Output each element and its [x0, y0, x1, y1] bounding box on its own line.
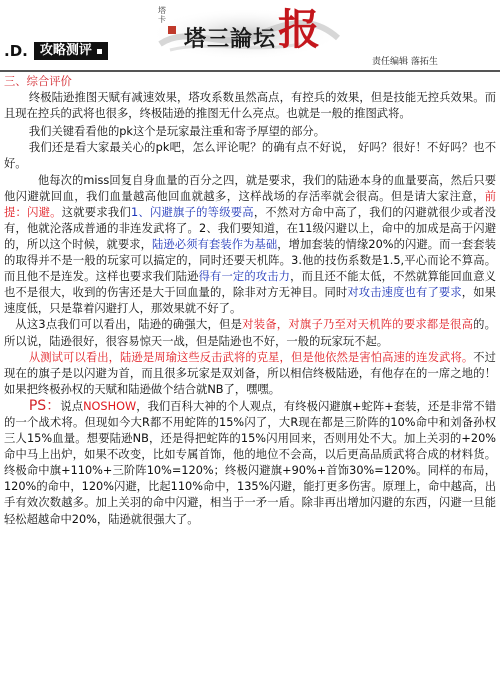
paragraph-pk-analysis	[4, 173, 496, 318]
paragraph-three-points	[4, 317, 496, 349]
logo-main-text: 塔三論坛	[184, 26, 277, 52]
highlight-set-requirement: 陆逊必须有套装作为基础	[152, 237, 278, 251]
logo-big-char: 报	[278, 5, 321, 54]
forum-logo	[150, 4, 340, 60]
highlight-premise: 前提：闪避。	[4, 189, 496, 219]
paragraph-ps	[4, 398, 496, 528]
seal-stamp-icon	[168, 26, 176, 34]
logo-small-text: 塔卡	[158, 6, 166, 24]
square-bullet-icon	[97, 49, 102, 54]
text-run: ，而且还不能太低，不然就算能回血意义也不是很大，收到的伤害还是大于回血量的，除非对方无神目。同时	[4, 270, 496, 300]
text-run: ，增加套装的情缘20%的闪避。而一套套装的取得并不是一般的玩家可以搞定的，同时还要天机阵。3.他的技伤系数是1.5,平心而论不算高。而且他不是连发。这样也要求我们陆逊	[4, 237, 496, 284]
ps-label: PS：	[28, 397, 61, 414]
page-header	[0, 0, 500, 76]
paragraph-test-conclusion	[4, 350, 496, 398]
paragraph-push-evaluation: 终极陆逊推图天赋有减速效果，塔攻系数虽然高点，有控兵的效果，但是技能无控兵效果。而且现在控兵的武将也很多，终极陆逊的推图无什么亮点。也就是一般的推图武将。	[4, 91, 496, 121]
highlight-noshow: NOSHOW	[83, 399, 137, 413]
section-title-box	[34, 42, 108, 60]
highlight-flag-level: 1、闪避旗子的等级要高	[130, 205, 254, 219]
paragraph-pk-question: 我们还是看大家最关心的pk吧，怎么评论呢？的确有点不好说， 好吗？很好！不好吗？也不好。	[4, 141, 496, 171]
paragraph-pk-intro: 我们关键看看他的pk这个是玩家最注重和寄予厚望的部分。	[28, 125, 325, 139]
highlight-counter-conclusion: 从测试可以看出，陆逊是周瑜这些反击武将的克星，但是他依然是害怕高速的连发武将。	[28, 350, 474, 364]
text-run: 说点	[60, 399, 84, 413]
text-run: ，如果速度低，只是靠着闪避打人，那效果就不好了。	[4, 286, 496, 316]
article-body	[4, 74, 496, 528]
editor-credit: 责任编辑 落拓生	[372, 57, 438, 67]
highlight-equipment-requirement: 对装备，对旗子乃至对天机阵的要求都是很高	[242, 318, 474, 332]
highlight-speed-requirement: 对攻击速度也有了要求	[347, 286, 462, 300]
text-run: 不过现在的旗子是以闪避为首，而且很多玩家是双刘备，所以相信终极陆逊，有他存在的一席之地的！如果把终极孙权的天赋和陆逊做个结合就NB了，嘿嘿。	[4, 350, 496, 396]
article-heading: 三、综合评价	[4, 75, 72, 88]
text-run: 的。所以说，陆逊很好，很容易惊天一战，但是陆逊也不好，一般的玩家玩不起。	[4, 318, 496, 348]
header-divider	[0, 70, 500, 72]
text-run: 从这3点我们可以看出，陆逊的确强大，但是	[15, 318, 243, 332]
text-run: ，我们百科大神的个人观点，有终极闪避旗+蛇阵+套装，还是非常不错的一个战术将。但现如今大R都不用蛇阵的15%闪了，大R现在都是三阶阵的10%命中和刘备孙权三人15%血量。想要陆逊NB，还是得把蛇阵的15%闪用回来，否则用处不大。加上关羽的+20%命中马上出炉，如果不改变，比如专属首饰，他的地位不会高，以后更高品质武将合成的材料货。终极命中旗+110%+三阶阵10%=120%；终极闪避旗+90%+首饰30%=120%。同样的布局，120%的命中，120%闪避，比起110%命中，135%闪避，能打更多伤害。原理上，命中越高，出手有效次数越多。加上关羽的命中闪避，相当于一矛一盾。除非再出增加闪避的东西，闪避一旦能轻松超越命中20%，陆逊就很强大了。	[4, 399, 496, 526]
text-run: 这就要求我们	[61, 205, 131, 219]
section-title: 攻略测评	[39, 43, 92, 58]
text-run: ，不然对方命中高了，我们的闪避就很少或者没有，他就沦落成普通的非连发武将了。2、我们要知道，在11级闪避以上，命中的加成是高于闪避的，所以这个时候，就要求，	[4, 205, 496, 251]
section-letter: .D.	[4, 42, 28, 60]
text-run: 他每次的miss回复自身血量的百分之四，就是要求，我们的陆逊本身的血量要高，然后只要他闪避就回血，我们血量越高他回血就越多，这样战场的存活率就会很高。但是请大家注意，	[4, 173, 496, 203]
section-label	[4, 42, 108, 60]
highlight-attack-requirement: 得有一定的攻击力	[198, 270, 291, 284]
